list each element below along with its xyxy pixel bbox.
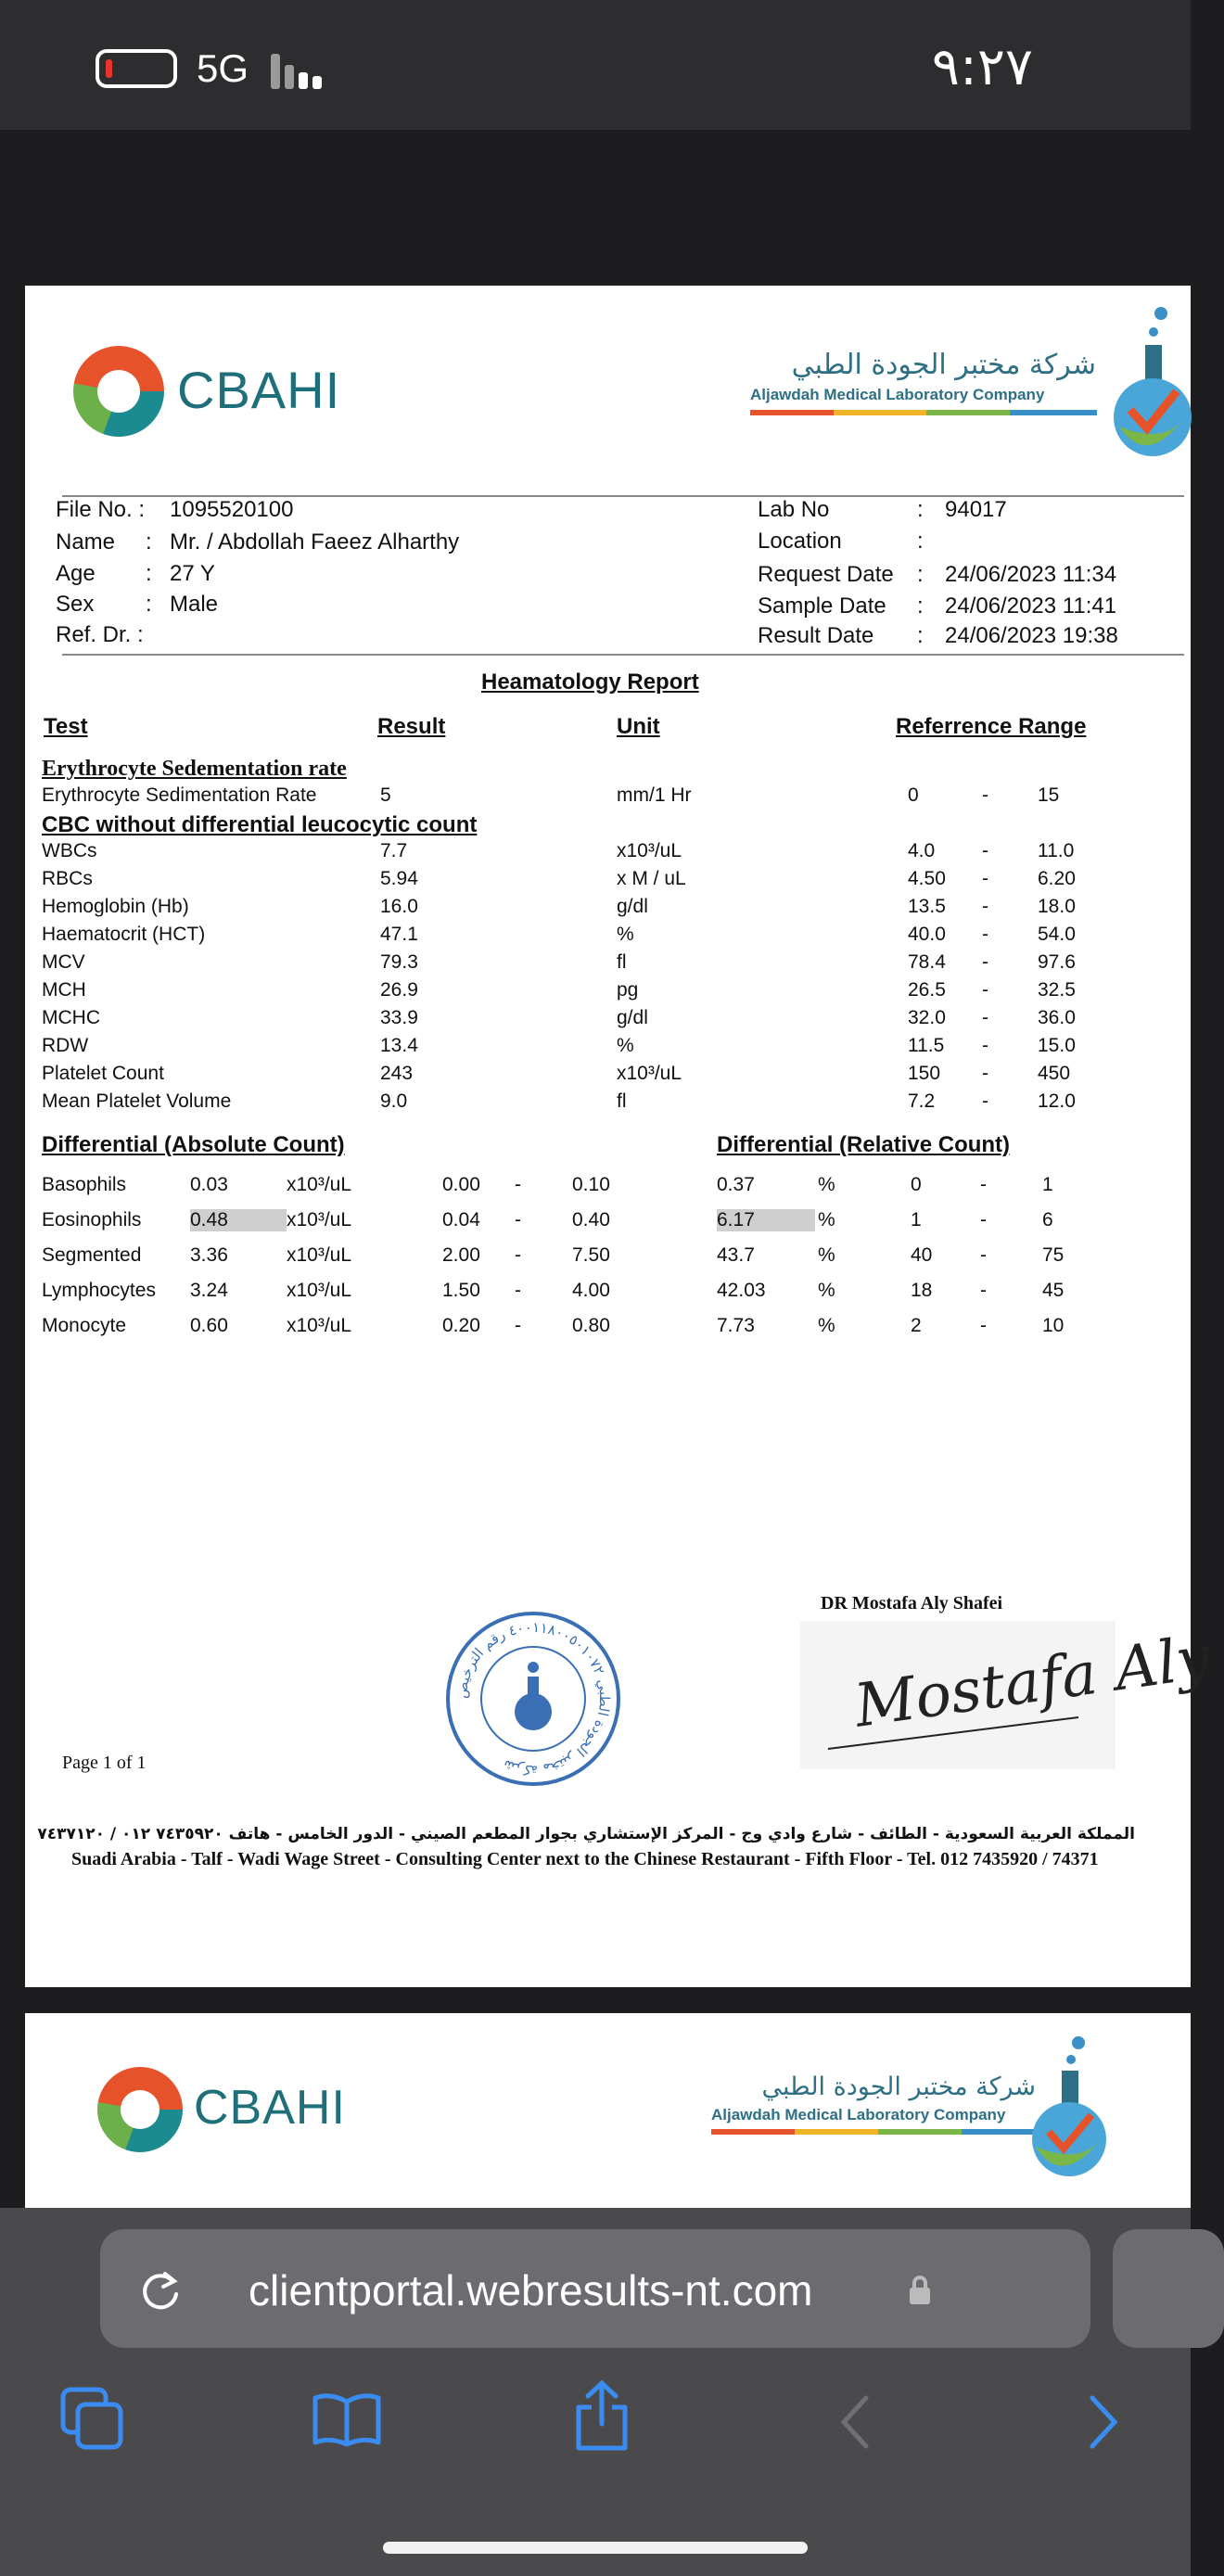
rel-unit: % xyxy=(818,1315,835,1336)
result-value: 26.9 xyxy=(380,979,418,1001)
result-value: 13.4 xyxy=(380,1035,418,1056)
range-low: 78.4 xyxy=(908,951,946,973)
range-low: 4.0 xyxy=(908,840,936,861)
lab-name-english: Aljawdah Medical Laboratory Company xyxy=(750,386,1045,403)
range-high: 6.20 xyxy=(1038,868,1076,889)
name-label: Name xyxy=(56,529,116,555)
age-value: 27 Y xyxy=(170,561,215,586)
lab-stamp xyxy=(444,1610,622,1788)
abs-high: 7.50 xyxy=(572,1244,610,1266)
range-high: 15 xyxy=(1038,784,1060,806)
signature-scribble: Mostafa Aly xyxy=(850,1623,1215,1741)
test-name: MCH xyxy=(42,979,86,1001)
result-value: 5 xyxy=(380,784,391,806)
test-name: Mean Platelet Volume xyxy=(42,1090,232,1112)
abs-value: 3.24 xyxy=(190,1280,228,1301)
range-dash: - xyxy=(982,1007,988,1028)
abs-low: 1.50 xyxy=(442,1280,480,1301)
rel-value: 0.37 xyxy=(717,1174,755,1195)
range-dash: - xyxy=(515,1209,521,1231)
range-high: 12.0 xyxy=(1038,1090,1076,1112)
result-value: 79.3 xyxy=(380,951,418,973)
range-dash: - xyxy=(982,1035,988,1056)
cell-name: Monocyte xyxy=(42,1315,127,1336)
col-range-header: Referrence Range xyxy=(896,714,1087,739)
unit-value: x10³/uL xyxy=(617,1063,682,1084)
rel-high: 45 xyxy=(1042,1280,1065,1301)
range-dash: - xyxy=(982,1063,988,1084)
reload-icon[interactable] xyxy=(137,2266,184,2313)
rel-unit: % xyxy=(818,1244,835,1266)
sample-date-label: Sample Date xyxy=(758,593,886,618)
rel-high: 75 xyxy=(1042,1244,1065,1266)
section-cbc: CBC without differential leucocytic count xyxy=(42,812,478,837)
abs-high: 0.80 xyxy=(572,1315,610,1336)
range-dash: - xyxy=(980,1315,987,1336)
colon: : xyxy=(917,497,924,522)
unit-value: g/dl xyxy=(617,896,648,917)
info-divider xyxy=(62,654,1184,656)
abs-low: 0.20 xyxy=(442,1315,480,1336)
file-no-label: File No. : xyxy=(56,497,146,522)
abs-value: 0.60 xyxy=(190,1315,228,1336)
abs-high: 0.10 xyxy=(572,1174,610,1195)
range-low: 4.50 xyxy=(908,868,946,889)
unit-value: x10³/uL xyxy=(617,840,682,861)
range-dash: - xyxy=(515,1174,521,1195)
range-dash: - xyxy=(515,1315,521,1336)
cbahi-text: CBAHI xyxy=(177,361,341,419)
rel-value: 43.7 xyxy=(717,1244,755,1266)
rel-high: 10 xyxy=(1042,1315,1065,1336)
range-dash: - xyxy=(982,1090,988,1112)
test-name: MCV xyxy=(42,951,85,973)
range-dash: - xyxy=(982,951,988,973)
result-value: 7.7 xyxy=(380,840,408,861)
unit-value: fl xyxy=(617,951,627,973)
range-dash: - xyxy=(982,924,988,945)
rel-low: 40 xyxy=(911,1244,933,1266)
col-unit-header: Unit xyxy=(617,714,660,739)
cell-name: Eosinophils xyxy=(42,1209,142,1231)
abs-high: 4.00 xyxy=(572,1280,610,1301)
result-date-value: 24/06/2023 19:38 xyxy=(945,623,1118,648)
range-low: 7.2 xyxy=(908,1090,936,1112)
request-date-label: Request Date xyxy=(758,562,894,587)
abs-value: 0.03 xyxy=(190,1174,228,1195)
test-name: Haematocrit (HCT) xyxy=(42,924,206,945)
rel-value: 42.03 xyxy=(717,1280,766,1301)
lab-no-value: 94017 xyxy=(945,497,1007,522)
report-page[interactable] xyxy=(25,286,1215,1987)
location-label: Location xyxy=(758,529,842,554)
unit-value: mm/1 Hr xyxy=(617,784,692,806)
flask-icon xyxy=(1110,306,1190,464)
abs-unit: x10³/uL xyxy=(287,1315,352,1336)
range-dash: - xyxy=(515,1244,521,1266)
colon: : xyxy=(917,562,924,587)
range-dash: - xyxy=(982,784,988,806)
test-name: Hemoglobin (Hb) xyxy=(42,896,189,917)
colon: : xyxy=(917,593,924,618)
home-indicator[interactable] xyxy=(383,2542,808,2554)
unit-value: fl xyxy=(617,1090,627,1112)
unit-value: x M / uL xyxy=(617,868,686,889)
range-high: 18.0 xyxy=(1038,896,1076,917)
colon: : xyxy=(917,529,924,554)
unit-value: % xyxy=(617,924,634,945)
range-dash: - xyxy=(982,868,988,889)
cell-name: Basophils xyxy=(42,1174,127,1195)
signature-box xyxy=(800,1621,1215,1769)
abs-value: 0.48 xyxy=(190,1209,287,1231)
cell-name: Segmented xyxy=(42,1244,142,1266)
abs-unit: x10³/uL xyxy=(287,1244,352,1266)
range-dash: - xyxy=(980,1174,987,1195)
col-test-header: Test xyxy=(44,714,88,739)
range-dash: - xyxy=(980,1209,987,1231)
page-number: Page 1 of 1 xyxy=(62,1753,147,1773)
abs-low: 0.00 xyxy=(442,1174,480,1195)
request-date-value: 24/06/2023 11:34 xyxy=(945,562,1117,587)
abs-unit: x10³/uL xyxy=(287,1209,352,1231)
range-high: 450 xyxy=(1038,1063,1071,1084)
range-low: 32.0 xyxy=(908,1007,946,1028)
abs-value: 3.36 xyxy=(190,1244,228,1266)
forward-icon[interactable] xyxy=(1087,2394,1120,2450)
test-name: Platelet Count xyxy=(42,1063,164,1084)
result-value: 5.94 xyxy=(380,868,418,889)
result-date-label: Result Date xyxy=(758,623,874,648)
share-icon[interactable] xyxy=(573,2379,631,2454)
unit-value: pg xyxy=(617,979,639,1001)
sex-label: Sex xyxy=(56,592,95,617)
next-tab-bar[interactable] xyxy=(1113,2229,1224,2348)
range-dash: - xyxy=(982,840,988,861)
abs-unit: x10³/uL xyxy=(287,1280,352,1301)
abs-low: 2.00 xyxy=(442,1244,480,1266)
range-high: 97.6 xyxy=(1038,951,1076,973)
diff-rel-title: Differential (Relative Count) xyxy=(717,1132,1011,1157)
rel-value: 7.73 xyxy=(717,1315,755,1336)
lock-icon xyxy=(907,2274,933,2307)
rel-low: 1 xyxy=(911,1209,922,1231)
range-low: 150 xyxy=(908,1063,941,1084)
rel-unit: % xyxy=(818,1174,835,1195)
sex-value: Male xyxy=(170,592,219,617)
result-value: 243 xyxy=(380,1063,414,1084)
diff-abs-title: Differential (Absolute Count) xyxy=(42,1132,345,1157)
test-name: Erythrocyte Sedimentation Rate xyxy=(42,784,317,806)
test-name: MCHC xyxy=(42,1007,100,1028)
lab-name-arabic: شركة مختبر الجودة الطبي xyxy=(761,2072,1036,2101)
result-value: 33.9 xyxy=(380,1007,418,1028)
cbahi-text: CBAHI xyxy=(194,2081,346,2135)
range-dash: - xyxy=(980,1244,987,1266)
test-name: WBCs xyxy=(42,840,97,861)
signature-image xyxy=(800,1621,1215,1769)
range-dash: - xyxy=(982,896,988,917)
report-page-2[interactable] xyxy=(25,2013,1191,2208)
range-dash: - xyxy=(982,979,988,1001)
address-arabic: المملكة العربية السعودية - الطائف - شارع وادي وج - المركز الإستشاري بجوار المطعم الصيني - الدور الخامس - هاتف ٧٤٣٥٩٢٠ ٠١٢ / ٧٤٣٧١٢٠ xyxy=(37,1825,1135,1843)
rel-unit: % xyxy=(818,1209,835,1231)
abs-high: 0.40 xyxy=(572,1209,610,1231)
range-high: 36.0 xyxy=(1038,1007,1076,1028)
bookmarks-icon[interactable] xyxy=(312,2391,382,2448)
rel-value: 6.17 xyxy=(717,1209,815,1231)
range-low: 40.0 xyxy=(908,924,946,945)
report-title: Heamatology Report xyxy=(481,670,699,695)
doctor-name: DR Mostafa Aly Shafei xyxy=(821,1593,1003,1613)
network-type: 5G xyxy=(197,46,249,90)
sample-date-value: 24/06/2023 11:41 xyxy=(945,593,1117,618)
rel-high: 6 xyxy=(1042,1209,1053,1231)
test-name: RBCs xyxy=(42,868,93,889)
clock: ٩:٢٧ xyxy=(931,37,1033,97)
tabs-icon[interactable] xyxy=(59,2386,126,2451)
rel-low: 0 xyxy=(911,1174,922,1195)
battery-icon xyxy=(96,49,177,88)
range-dash: - xyxy=(980,1280,987,1301)
unit-value: % xyxy=(617,1035,634,1056)
abs-low: 0.04 xyxy=(442,1209,480,1231)
range-high: 15.0 xyxy=(1038,1035,1076,1056)
flask-icon xyxy=(1025,2035,1108,2184)
signal-icon xyxy=(271,54,336,89)
result-value: 9.0 xyxy=(380,1090,408,1112)
cell-name: Lymphocytes xyxy=(42,1280,156,1301)
abs-unit: x10³/uL xyxy=(287,1174,352,1195)
file-no-value: 1095520100 xyxy=(170,497,294,522)
ref-dr-label: Ref. Dr. : xyxy=(56,622,144,647)
lab-name-english: Aljawdah Medical Laboratory Company xyxy=(711,2106,1006,2123)
cbahi-logo-inner xyxy=(121,2090,159,2129)
lab-name-arabic: شركة مختبر الجودة الطبي xyxy=(791,349,1096,381)
unit-value: g/dl xyxy=(617,1007,648,1028)
range-low: 13.5 xyxy=(908,896,946,917)
rel-unit: % xyxy=(818,1280,835,1301)
viewer-background xyxy=(0,130,1191,286)
range-high: 11.0 xyxy=(1038,840,1075,861)
colon: : xyxy=(146,561,152,586)
back-icon[interactable] xyxy=(838,2394,872,2450)
colon: : xyxy=(917,623,924,648)
colon: : xyxy=(146,592,152,617)
result-value: 16.0 xyxy=(380,896,418,917)
result-value: 47.1 xyxy=(380,924,418,945)
section-esr: Erythrocyte Sedementation rate xyxy=(42,757,347,781)
status-bar xyxy=(0,0,1191,130)
test-name: RDW xyxy=(42,1035,89,1056)
colon: : xyxy=(146,529,152,555)
range-high: 54.0 xyxy=(1038,924,1076,945)
range-low: 26.5 xyxy=(908,979,946,1001)
col-result-header: Result xyxy=(377,714,446,739)
lab-no-label: Lab No xyxy=(758,497,830,522)
address-english: Suadi Arabia - Talf - Wadi Wage Street - Consulting Center next to the Chinese Restaurant - Fifth Floor - Tel. 012 7435920 / 74371 xyxy=(71,1849,1099,1869)
rel-low: 18 xyxy=(911,1280,933,1301)
range-low: 0 xyxy=(908,784,919,806)
rel-high: 1 xyxy=(1042,1174,1053,1195)
stamp-text: شركة مختبر الجودة الطبي ٤٠٠١١٨٠٠٥٠١٠٧٢ رقم الترخيص xyxy=(453,1618,614,1779)
range-dash: - xyxy=(515,1280,521,1301)
age-label: Age xyxy=(56,561,96,586)
range-high: 32.5 xyxy=(1038,979,1076,1001)
rel-low: 2 xyxy=(911,1315,922,1336)
url-text[interactable]: clientportal.webresults-nt.com xyxy=(249,2266,813,2315)
patient-name: Mr. / Abdollah Faeez Alharthy xyxy=(170,529,460,555)
range-low: 11.5 xyxy=(908,1035,945,1056)
